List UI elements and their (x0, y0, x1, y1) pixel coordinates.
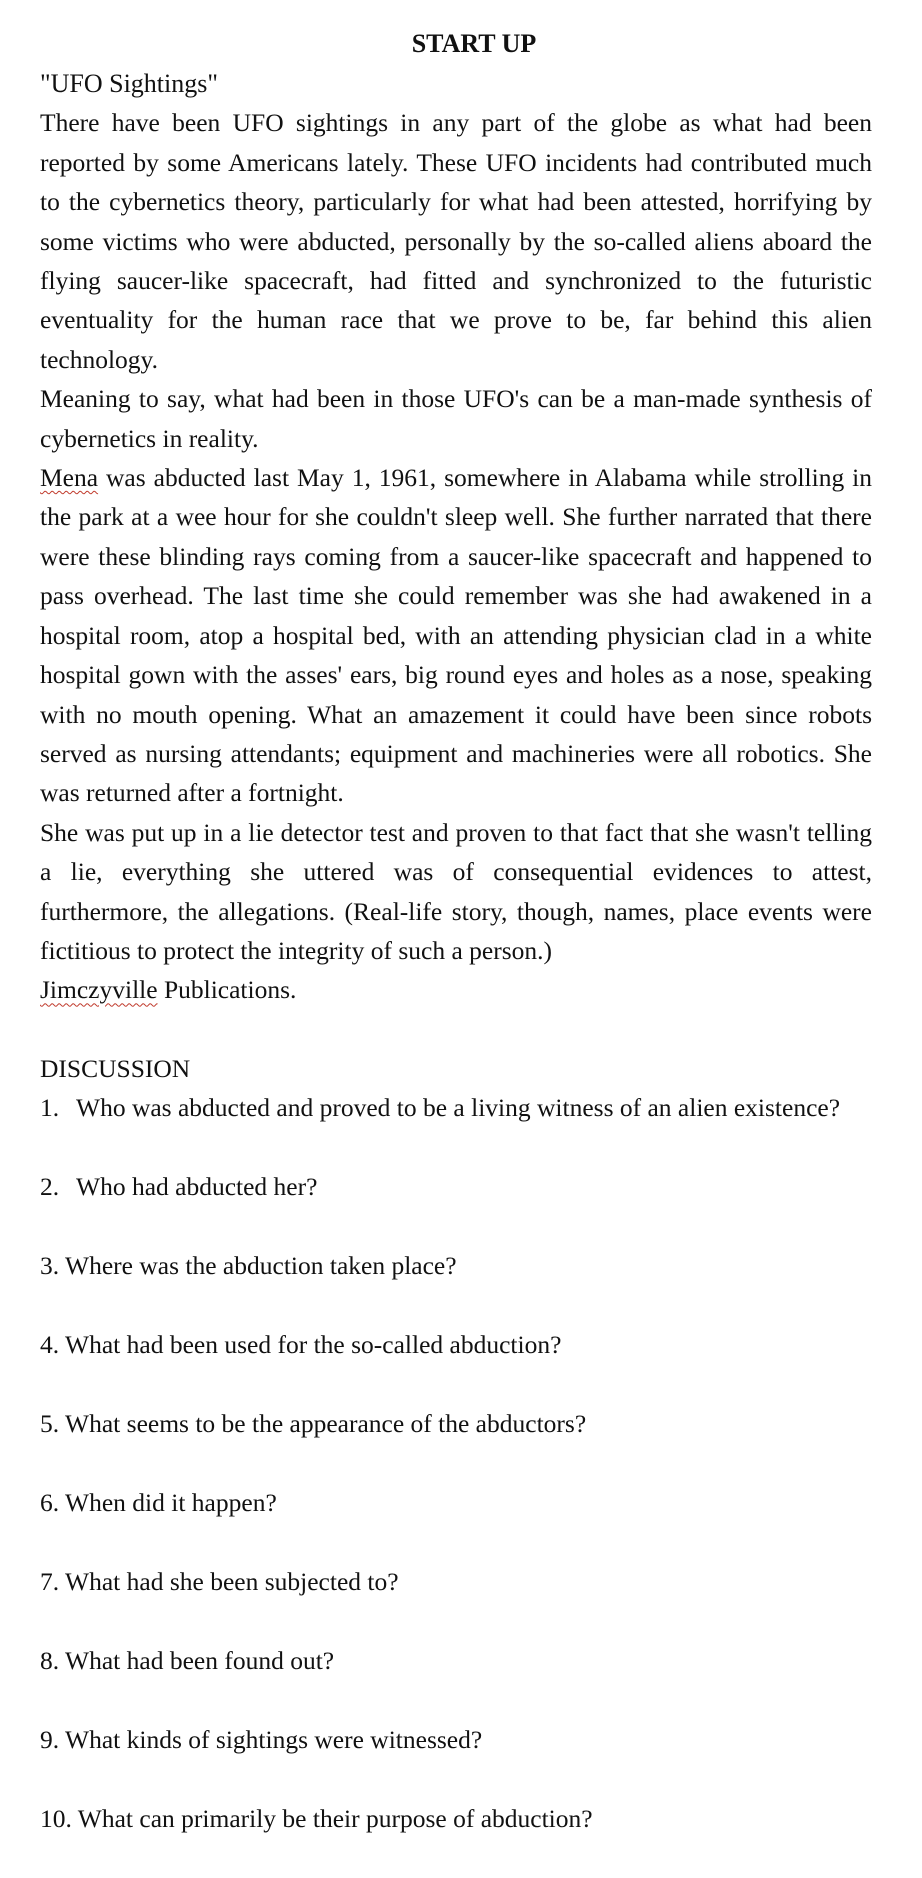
question-number: 2. (40, 1172, 60, 1202)
question-number: 4. (40, 1330, 60, 1360)
question-item (40, 1404, 872, 1483)
question-number: 8. (40, 1646, 60, 1676)
story-paragraph-3-text: was abducted last May 1, 1961, somewhere in Alabama while strolling in the park at a wee hour for she couldn't sleep well. She further narrated that there were these blinding rays coming from a saucer-like spacecraft and happened to pass overhead. The last time she could remember was she had awakened in a hospital room, atop a hospital bed, with an attending physician clad in a white hospital gown with the asses' ears, big round eyes and holes as a nose, speaking with no mouth opening. What an amazement it could have been since robots served as nursing attendants; equipment and machineries were all robotics. She was returned after a fortnight. (40, 463, 872, 808)
story-paragraph-1: There have been UFO sightings in any part of the globe as what had been reported by some Americans lately. These UFO incidents had contributed much to the cybernetics theory, particularly for what had been attested, horrifying by some victims who were abducted, personally by the so-called aliens aboard the flying saucer-like spacecraft, had fitted and synchronized to the futuristic eventuality for the human race that we prove to be, far behind this alien technology. (40, 108, 872, 374)
question-text: What had been used for the so-called abduction? (65, 1330, 562, 1360)
story-paragraph-3 (40, 458, 872, 813)
question-item (40, 1799, 872, 1878)
discussion-section (40, 1049, 872, 1878)
question-list (40, 1088, 872, 1878)
story-title: "UFO Sightings" (40, 69, 218, 98)
question-number: 1. (40, 1093, 60, 1123)
question-item (40, 1088, 872, 1167)
question-item (40, 1167, 872, 1246)
question-number: 10. (40, 1804, 72, 1834)
question-item (40, 1325, 872, 1404)
section-heading: START UP (411, 29, 537, 58)
question-text: When did it happen? (65, 1488, 277, 1518)
story-paragraph-4: She was put up in a lie detector test and proven to that fact that she wasn't telling a lie, everything she uttered was of consequential evidences to attest, furthermore, the allegations. (Real-life story, though, names, place events were fictitious to protect the integrity of such a person.) (40, 817, 872, 965)
question-text: What seems to be the appearance of the abductors? (65, 1409, 587, 1439)
spellcheck-publisher-name[interactable]: Jimczyville (40, 975, 158, 1005)
question-text: What can primarily be their purpose of abduction? (77, 1804, 593, 1834)
question-number: 6. (40, 1488, 60, 1518)
question-text: What had she been subjected to? (65, 1567, 399, 1597)
question-text: What had been found out? (65, 1646, 335, 1676)
question-number: 7. (40, 1567, 60, 1597)
publisher-suffix: Publications. (157, 975, 297, 1005)
question-text: What kinds of sightings were witnessed? (65, 1725, 483, 1755)
question-text: Where was the abduction taken place? (65, 1251, 457, 1281)
question-number: 3. (40, 1251, 60, 1281)
question-text: Who had abducted her? (76, 1172, 318, 1202)
question-number: 5. (40, 1409, 60, 1439)
question-item (40, 1720, 872, 1799)
publisher-credit (40, 970, 872, 1009)
story-section (40, 64, 872, 1010)
spellcheck-name-mena[interactable]: Mena (40, 463, 99, 493)
question-item (40, 1483, 872, 1562)
story-paragraph-2: Meaning to say, what had been in those UFO's can be a man-made synthesis of cybernetics in reality. (40, 384, 872, 453)
question-text: Who was abducted and proved to be a living witness of an alien existence? (76, 1093, 841, 1123)
question-item (40, 1246, 872, 1325)
question-item (40, 1641, 872, 1720)
question-number: 9. (40, 1725, 60, 1755)
question-item (40, 1562, 872, 1641)
discussion-title: DISCUSSION (40, 1053, 191, 1083)
